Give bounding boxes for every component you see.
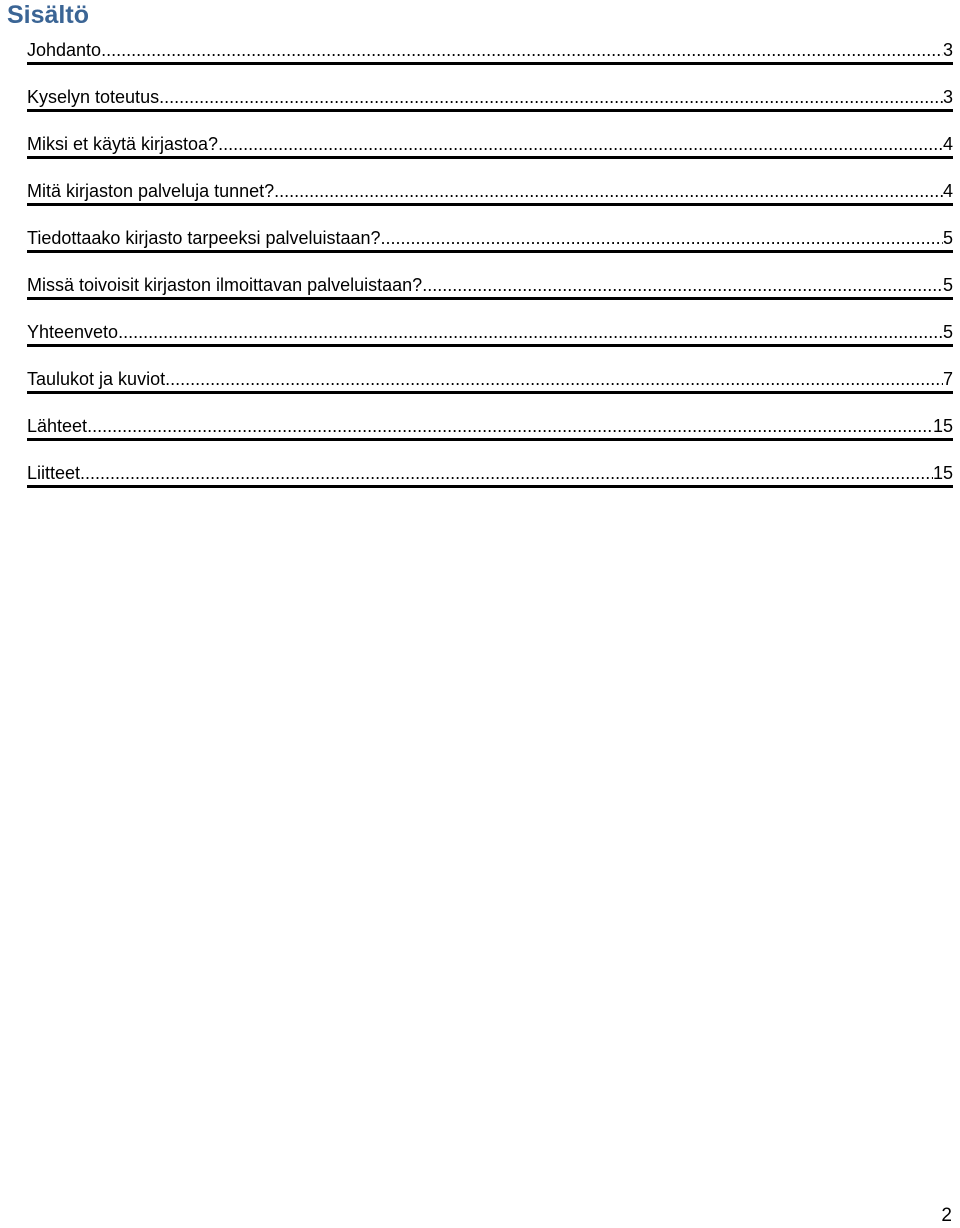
toc-dot-leader [159, 86, 943, 109]
toc-entry-label: Lähteet [27, 416, 88, 436]
toc-entry-liitteet[interactable] [27, 456, 953, 488]
toc-entry-page: 5 [942, 275, 953, 295]
page-number: 2 [941, 1205, 952, 1226]
toc-entry-page: 4 [942, 181, 953, 201]
toc-dot-leader [80, 462, 933, 485]
toc-entry-yhteenveto[interactable] [27, 315, 953, 347]
toc-dot-leader [381, 227, 943, 250]
toc-dot-leader [101, 39, 943, 62]
toc-entry-johdanto[interactable] [27, 33, 953, 65]
table-of-contents [27, 33, 953, 503]
toc-entry-label: Liitteet [27, 463, 81, 483]
toc-entry-taulukot-ja-kuviot[interactable] [27, 362, 953, 394]
toc-entry-page: 7 [942, 369, 953, 389]
toc-dot-leader [274, 180, 943, 203]
toc-entry-miksi-et-kayta[interactable] [27, 127, 953, 159]
toc-entry-label: Mitä kirjaston palveluja tunnet? [27, 181, 275, 201]
toc-entry-page: 5 [942, 228, 953, 248]
toc-entry-label: Taulukot ja kuviot [27, 369, 166, 389]
toc-entry-page: 3 [942, 87, 953, 107]
toc-dot-leader [87, 415, 933, 438]
toc-entry-kyselyn-toteutus[interactable] [27, 80, 953, 112]
toc-entry-missa-toivoisit[interactable] [27, 268, 953, 300]
toc-entry-label: Tiedottaako kirjasto tarpeeksi palveluistaan? [27, 228, 381, 248]
toc-entry-page: 3 [942, 40, 953, 60]
toc-entry-page: 4 [942, 134, 953, 154]
toc-entry-page: 15 [932, 463, 953, 483]
toc-dot-leader [165, 368, 943, 391]
toc-entry-page: 5 [942, 322, 953, 342]
toc-dot-leader [118, 321, 943, 344]
toc-entry-tiedottaako[interactable] [27, 221, 953, 253]
toc-entry-lahteet[interactable] [27, 409, 953, 441]
toc-dot-leader [422, 274, 943, 297]
toc-heading: Sisältö [7, 1, 89, 29]
toc-entry-mita-palveluja[interactable] [27, 174, 953, 206]
toc-entry-label: Johdanto [27, 40, 102, 60]
toc-dot-leader [218, 133, 943, 156]
toc-entry-label: Kyselyn toteutus [27, 87, 160, 107]
toc-entry-label: Miksi et käytä kirjastoa? [27, 134, 219, 154]
toc-entry-label: Missä toivoisit kirjaston ilmoittavan palveluistaan? [27, 275, 423, 295]
toc-entry-label: Yhteenveto [27, 322, 119, 342]
toc-entry-page: 15 [932, 416, 953, 436]
